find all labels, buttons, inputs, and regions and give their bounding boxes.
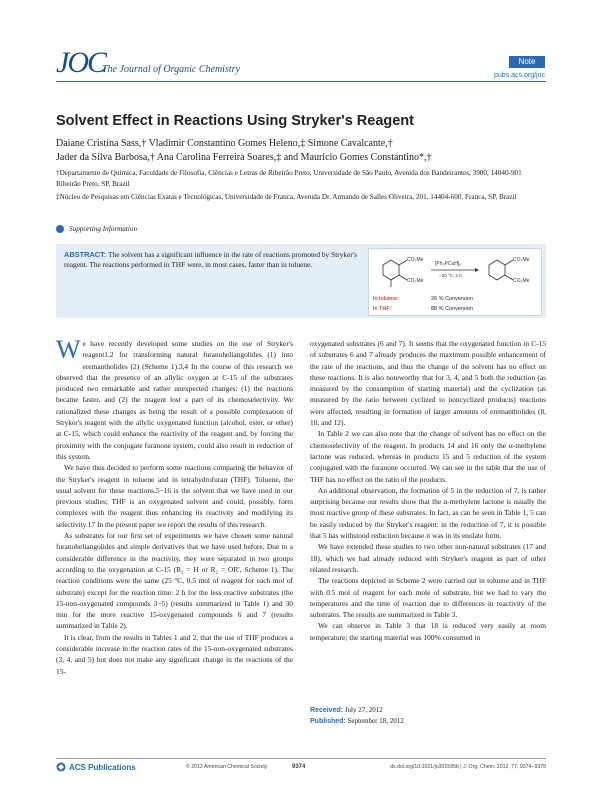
affiliation: †Departamento de Química, Faculdade de Filosofia, Ciências e Letras de Ribeirão Preto, Universidade de São Paulo, Avenida dos Bandeirantes, 3900, 14040-901 Ribeirão Preto, SP, Brazil (56, 169, 522, 188)
received-date: July 27, 2012 (344, 706, 383, 714)
journal-logo (56, 46, 240, 79)
drop-cap: W (56, 338, 81, 364)
substituent-label: CO₂Me (407, 278, 424, 284)
body-paragraph: In Table 2 we can also note that the change of solvent has no effect on the chemoselectivity of the reagent. In products 14 and 16 only the α-methylene lactone was reduced, whereas in products 15 and 5 reduction of the system conjugated with the furanone occurred. We can see in the table that the use of THF has no effect on the ratio of the products. (310, 429, 546, 484)
toc-result-row (371, 295, 531, 304)
body-column-right (310, 338, 546, 668)
journal-website-link[interactable]: pubs.acs.org/joc (494, 72, 545, 79)
abstract (64, 250, 362, 270)
author-list (56, 137, 546, 165)
author-line: Jader da Silva Barbosa,† Ana Carolina Ferreira Soares,‡ and Mauricio Gomes Constantino*,† (56, 152, 432, 163)
published-date: September 18, 2012 (347, 717, 404, 725)
publication-dates (310, 705, 546, 727)
supporting-info-label: Supporting Information (69, 225, 138, 233)
conditions-label: −20 °C, 2 h (439, 273, 462, 278)
article-type-badge: Note (509, 56, 545, 68)
body-paragraph: oxygenated substrates (6 and 7). It seems that the oxygenated function in C-15 of substrates 6 and 7 already produces the maximum possible enhancement of the rate of the reactions, and thus the change of the solvent has no effect on these reactions. It is also noteworthy that for 3, 4, and 5 both the reduction (as measured by the consumption of starting material) and the cyclization (as measured by the ratio between cyclized to noncyclized products) reactions were affected, resulting in formation of larger amounts of eremantholides (8, 10, and 12). (310, 339, 546, 428)
substituent-label: CO₂Me (407, 257, 424, 263)
toc-result-row (371, 305, 531, 314)
abstract-text: The solvent has a significant influence in the rate of reactions promoted by Stryker's reagent. The reactions performed in THF were, in most cases, faster than in toluene. (64, 250, 358, 269)
body-column-left (56, 338, 293, 738)
page-number: 9374 (292, 764, 306, 770)
supporting-info-link[interactable] (56, 225, 137, 233)
toc-solvent: In toluene: (373, 296, 399, 302)
author-line: Daiane Cristina Sass,† Vladimir Constantino Gomes Heleno,‡ Simone Cavalcante,† (56, 138, 393, 149)
body-paragraph: It is clear, from the results in Tables 1 and 2, that the use of THF produces a considerable increase in the reaction rates of the 15-non-oxygenated substrates (3, 4, and 5) but does not make any significant change in the reactions of the 15- (56, 632, 293, 676)
body-paragraph: We have extended these studies to two other non-natural substrates (17 and 18), which we had already reduced with Stryker's reagent as part of other related research. (310, 542, 546, 574)
arrow-head (475, 268, 479, 272)
copyright: © 2012 American Chemical Society (186, 764, 268, 770)
toc-graphic (368, 248, 542, 316)
body-paragraph: The reactions depicted in Scheme 2 were carried out in toluene and in THF with 0.5 mol of reagent for each mole of substrate, but we had to vary the temperatures and the time of reaction due to differences in reactivity of the substrates. The results are summarized in Table 3. (310, 576, 546, 620)
product-structure (489, 260, 513, 280)
toc-conversion: 88 % Conversion (431, 306, 473, 312)
substituent-label: CO₂Me (513, 278, 530, 284)
supporting-info-icon (56, 225, 64, 233)
received-label: Received: (310, 707, 344, 714)
body-paragraph: An additional observation, the formation of 5 in the reduction of 7, is rather surprising because our results show that the α-methylene lactone is usually the most reactive group of these substrates. In fact, as can be seen in Table 1, 5 can be easily reduced by the Stryker's reagent: in the reduction of 7, it is possible that 5 has withstood reduction because it was in its enolate form. (310, 485, 546, 541)
body-paragraph: We have recently developed some studies on the use of Stryker's reagent1,2 for transforming natural furanoheliangolides (1) into eremantholides (2) (Scheme 1).3,4 In the course of this research we observed that the presence of an allylic oxygen at C-15 of the substrates produced two remarkable and rather unexpected changes: (1) the reactions became faster, and (2) the reagent lost a part of its chemoselectivity. We rationalized these changes as being the result of a possible complexation of Stryker's reagent with the allylic oxygenated function (alcohol, ester, or ether) at C-15, which could enhance the reactivity of the reagent and, by forcing the proximity with the conjugate furanone system, could also result in reduction of this system. (56, 338, 293, 461)
article-title: Solvent Effect in Reactions Using Stryker's Reagent (56, 113, 414, 129)
publisher-name: ACS Publications (69, 762, 136, 772)
substituent-label: CO₂Me (513, 257, 530, 263)
body-paragraph: As substrates for our first set of experiments we have chosen some natural furanoheliangolides and simple derivatives that we have used before. Due to a considerable difference in the reactivity, they were separated in two groups according to the oxygenation at C-15 (R₂ = H or R₂ = OR′, Scheme 1). The reaction conditions were the same (25 °C, 0.5 mol of reagent for each mol of substrate) except for the reaction time: 2 h for the less reactive substrates (the 15-non-oxygenated compounds 3−5) (results summarized in Table 1) and 30 min for the more reactive 15-oxygenated compounds 6 and 7 (results summarized in Table 2). (56, 531, 293, 631)
header-divider (56, 81, 546, 82)
footer-divider (56, 758, 546, 759)
acs-icon (56, 762, 66, 772)
journal-abbr: JOC (56, 46, 105, 79)
publisher-logo (56, 762, 136, 772)
body-paragraph: We have thus decided to perform some reactions comparing the behavior of the Stryker's reagent in toluene and in tetrahydrofuran (THF). Toluene, the usual solvent for these reactions,5−16 is the solvent that we have used in our previous studies; THF is an oxygenated solvent and could, possibly, form complexes with the reagent thus enhancing its reactivity and modifying its selectivity.17 In the present paper we report the results of this research. (56, 463, 293, 529)
published-label: Published: (310, 718, 346, 725)
affiliations (56, 168, 546, 206)
journal-name: The Journal of Organic Chemistry (102, 64, 240, 75)
affiliation: ‡Núcleo de Pesquisas em Ciências Exatas e Tecnológicas, Universidade de Franca, Avenida Dr. Armando de Salles Oliveira, 201, 14404-600, Franca, SP, Brazil (56, 193, 517, 201)
reaction-scheme (369, 249, 541, 295)
substrate-structure (383, 260, 407, 287)
abstract-label: ABSTRACT: (64, 250, 107, 259)
doi-citation[interactable]: dx.doi.org/10.1021/jo301595b | J. Org. Chem. 2012, 77, 9374−9378 (390, 764, 546, 770)
toc-solvent: In THF: (373, 306, 392, 312)
body-paragraph: We can observe in Table 3 that 18 is reduced very easily at room temperature; the starting material was 100% consumed in (310, 621, 546, 642)
reagent-label: [Ph₃PCuH]₆ (435, 261, 462, 267)
toc-conversion: 26 % Conversion (431, 296, 473, 302)
